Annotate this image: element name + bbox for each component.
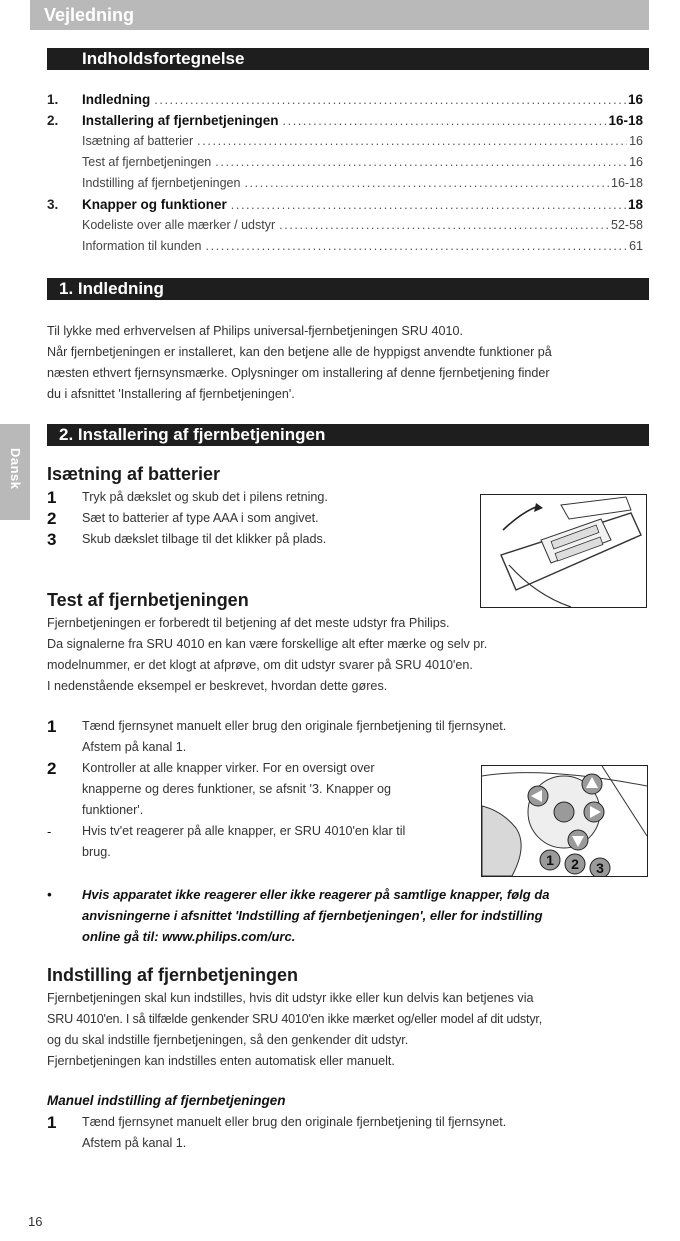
step-text: Sæt to batterier af type AAA i som angivet. [82, 511, 319, 525]
manual-setup-heading: Manuel indstilling af fjernbetjeningen [47, 1093, 286, 1108]
setup-line: Fjernbetjeningen kan indstilles enten automatisk eller manuelt. [47, 1054, 395, 1068]
side-tab-label: Dansk [8, 448, 23, 490]
test-line: Da signalerne fra SRU 4010 en kan være forskellige alt efter mærke og selv pr. [47, 637, 488, 651]
step-number: 1 [47, 1113, 57, 1132]
step-text: Hvis tv'et reagerer på alle knapper, er SRU 4010'en klar til [82, 824, 406, 838]
toc-page: 61 [629, 239, 643, 253]
language-side-tab [0, 424, 30, 520]
test-dash-item [47, 821, 477, 863]
test-heading: Test af fjernbetjeningen [47, 590, 249, 610]
section-1-intro [47, 321, 652, 405]
manual-step-1 [47, 1112, 652, 1154]
toc-leader [244, 176, 609, 190]
toc-leader [197, 134, 627, 148]
toc-row[interactable] [47, 239, 643, 260]
toc-page: 16-18 [611, 176, 643, 190]
setup-intro [47, 988, 652, 1072]
test-step-2 [47, 758, 477, 821]
step-number: 2 [47, 509, 57, 528]
toc-page: 16 [629, 155, 643, 169]
test-step-1 [47, 716, 652, 758]
toc-page: 16-18 [608, 113, 643, 128]
step-number: 1 [47, 488, 57, 507]
toc-text: Installering af fjernbetjeningen [82, 113, 279, 128]
toc-leader [206, 239, 628, 253]
remote-keypad-drawing [482, 766, 647, 876]
step-text: Afstem på kanal 1. [82, 740, 187, 754]
toc-title: Indholdsfortegnelse [82, 49, 245, 68]
note-text: online gå til: www.philips.com/urc. [82, 929, 296, 944]
toc-row[interactable] [47, 113, 643, 134]
battery-step [47, 508, 467, 529]
step-text: knapperne og deres funktioner, se afsnit '3. Knapper og [82, 782, 392, 796]
section-2-title-bar [47, 424, 649, 446]
page-number: 16 [28, 1214, 43, 1229]
toc-leader [231, 198, 626, 212]
key-label: 3 [596, 860, 604, 876]
setup-line: og du skal indstille fjernbetjeningen, så den genkender dit udstyr. [47, 1033, 409, 1047]
toc-row[interactable] [47, 134, 643, 155]
toc-text: Information til kunden [82, 239, 202, 253]
table-of-contents [47, 92, 643, 260]
battery-step [47, 487, 467, 508]
batteries-heading: Isætning af batterier [47, 464, 221, 484]
key-label: 2 [571, 856, 579, 872]
step-number: 2 [47, 759, 57, 778]
test-line: Fjernbetjeningen er forberedt til betjening af det meste udstyr fra Philips. [47, 616, 450, 630]
setup-line: Fjernbetjeningen skal kun indstilles, hvis dit udstyr ikke eller kun delvis kan betjenes via [47, 991, 534, 1005]
step-number: 3 [47, 530, 57, 549]
toc-text: Test af fjernbetjeningen [82, 155, 212, 169]
section-1-title: 1. Indledning [59, 279, 164, 298]
header-bar [30, 0, 649, 30]
toc-row[interactable] [47, 155, 643, 176]
toc-leader [215, 155, 627, 169]
step-text: Tænd fjernsynet manuelt eller brug den originale fjernbetjening til fjernsynet. [82, 719, 507, 733]
setup-heading: Indstilling af fjernbetjeningen [47, 965, 299, 985]
toc-row[interactable] [47, 92, 643, 113]
step-text: Tryk på dækslet og skub det i pilens retning. [82, 490, 328, 504]
toc-page: 18 [627, 197, 643, 212]
toc-text: Knapper og funktioner [82, 197, 227, 212]
toc-page: 16 [627, 92, 643, 107]
toc-text: Indstilling af fjernbetjeningen [82, 176, 241, 190]
toc-leader [279, 218, 609, 232]
intro-line: du i afsnittet 'Installering af fjernbetjeningen'. [47, 387, 295, 401]
step-text: brug. [82, 845, 111, 859]
toc-text: Isætning af batterier [82, 134, 194, 148]
toc-text: Kodeliste over alle mærker / udstyr [82, 218, 276, 232]
setup-line: SRU 4010'en. I så tilfælde genkender SRU 4010'en ikke mærket og/eller model af dit udstyr, [47, 1012, 543, 1026]
toc-row[interactable] [47, 218, 643, 239]
step-text: Afstem på kanal 1. [82, 1136, 187, 1150]
toc-number: 1. [47, 92, 59, 107]
intro-line: næsten ethvert fjernsynsmærke. Oplysninger om installering af denne fjernbetjening finder [47, 366, 550, 380]
key-label: 1 [546, 852, 554, 868]
keypad-illustration [481, 765, 648, 877]
remote-battery-drawing [481, 495, 646, 607]
toc-leader [283, 114, 607, 128]
test-note [47, 884, 652, 947]
toc-number: 3. [47, 197, 59, 212]
section-1-title-bar [47, 278, 649, 300]
toc-leader [154, 93, 626, 107]
intro-line: Når fjernbetjeningen er installeret, kan den betjene alle de hyppigst anvendte funktioner på [47, 345, 552, 359]
dash-marker: - [47, 824, 52, 839]
step-text: Skub dækslet tilbage til det klikker på plads. [82, 532, 327, 546]
test-line: I nedenstående eksempel er beskrevet, hvordan dette gøres. [47, 679, 388, 693]
test-line: modelnummer, er det klogt at afprøve, om dit udstyr svarer på SRU 4010'en. [47, 658, 473, 672]
note-text: Hvis apparatet ikke reagerer eller ikke reagerer på samtlige knapper, følg da [82, 887, 550, 902]
toc-title-bar [47, 48, 649, 70]
test-intro [47, 613, 652, 697]
toc-page: 52-58 [611, 218, 643, 232]
toc-row[interactable] [47, 197, 643, 218]
toc-page: 16 [629, 134, 643, 148]
battery-step [47, 529, 467, 550]
step-number: 1 [47, 717, 57, 736]
section-2-title: 2. Installering af fjernbetjeningen [59, 425, 326, 444]
header-label: Vejledning [44, 5, 135, 25]
bullet-icon: • [47, 887, 52, 902]
toc-text: Indledning [82, 92, 151, 107]
battery-illustration [480, 494, 647, 608]
toc-number: 2. [47, 113, 59, 128]
toc-row[interactable] [47, 176, 643, 197]
step-text: funktioner'. [82, 803, 144, 817]
note-text: anvisningerne i afsnittet 'Indstilling af fjernbetjeningen', eller for indstilling [82, 908, 543, 923]
step-text: Kontroller at alle knapper virker. For en oversigt over [82, 761, 375, 775]
step-text: Tænd fjernsynet manuelt eller brug den originale fjernbetjening til fjernsynet. [82, 1115, 507, 1129]
intro-line: Til lykke med erhvervelsen af Philips universal-fjernbetjeningen SRU 4010. [47, 324, 464, 338]
